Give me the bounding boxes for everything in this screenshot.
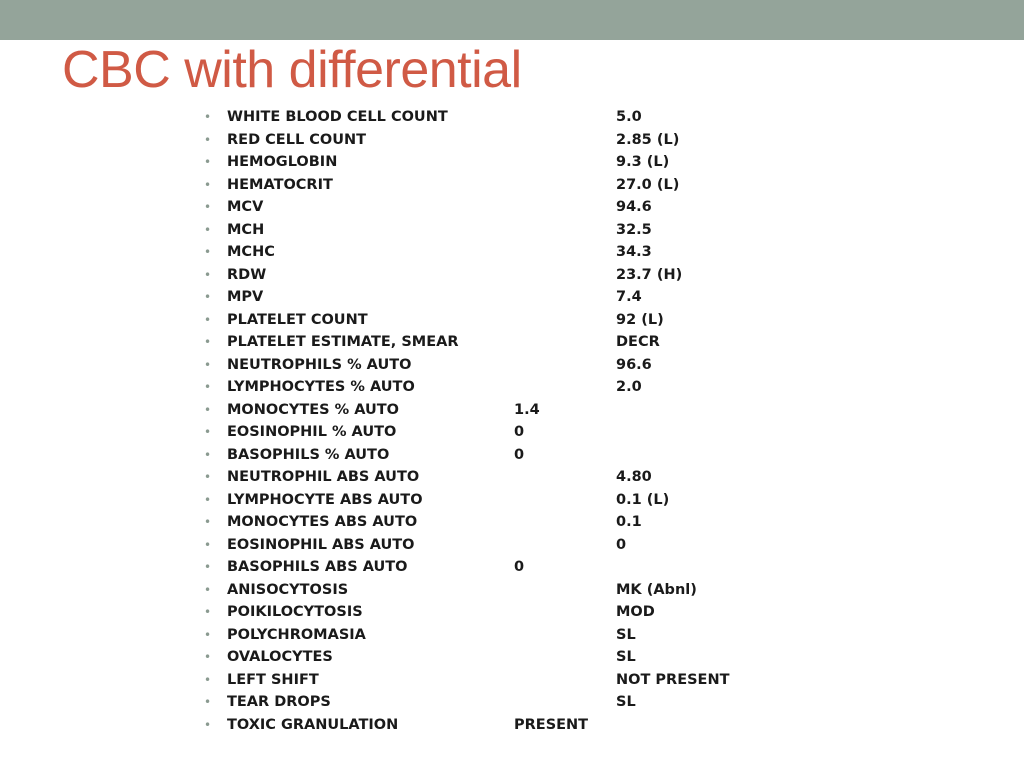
test-name: MPV: [227, 289, 264, 305]
result-row: [200, 556, 820, 579]
test-value: 5.0: [616, 109, 642, 125]
result-row: [200, 331, 820, 354]
result-row: [200, 309, 820, 332]
bullet-icon: •: [204, 537, 212, 552]
test-value: PRESENT: [514, 716, 589, 733]
test-name: MONOCYTES ABS AUTO: [227, 514, 418, 530]
bullet-icon: •: [204, 672, 212, 687]
bullet-icon: •: [204, 470, 212, 484]
test-name: PLATELET ESTIMATE, SMEAR: [227, 334, 459, 350]
test-name: OVALOCYTES: [227, 649, 333, 665]
bullet-icon: •: [204, 267, 212, 282]
test-value: 1.4: [514, 401, 540, 418]
test-value: 94.6: [616, 199, 652, 215]
test-name: EOSINOPHIL % AUTO: [227, 424, 397, 440]
bullet-icon: •: [204, 447, 212, 462]
result-row: [200, 106, 820, 129]
result-row: [200, 466, 820, 489]
result-row: [200, 489, 820, 512]
result-row: [200, 354, 820, 377]
test-name: TEAR DROPS: [227, 694, 331, 710]
test-value: SL: [616, 649, 636, 665]
test-name: POLYCHROMASIA: [227, 626, 366, 643]
test-value: MOD: [616, 604, 655, 620]
result-row: [200, 624, 820, 647]
test-value: 27.0 (L): [616, 176, 680, 193]
bullet-icon: •: [204, 335, 212, 349]
test-name: POIKILOCYTOSIS: [227, 604, 363, 620]
test-name: LYMPHOCYTE ABS AUTO: [227, 491, 423, 508]
result-row: [200, 669, 820, 692]
bullet-icon: •: [204, 155, 212, 169]
test-name: HEMOGLOBIN: [227, 154, 338, 170]
result-row: [200, 511, 820, 534]
test-value: 4.80: [616, 469, 652, 485]
test-value: 2.85 (L): [616, 131, 680, 148]
test-name: BASOPHILS % AUTO: [227, 446, 390, 463]
test-name: NEUTROPHIL ABS AUTO: [227, 469, 420, 485]
result-row: [200, 129, 820, 152]
result-row: [200, 579, 820, 602]
test-value: MK (Abnl): [616, 581, 697, 598]
result-row: [200, 286, 820, 309]
bullet-icon: •: [204, 132, 212, 147]
test-name: PLATELET COUNT: [227, 311, 368, 328]
test-value: DECR: [616, 334, 660, 350]
slide-title: CBC with differential: [62, 41, 522, 99]
test-name: LYMPHOCYTES % AUTO: [227, 379, 415, 395]
test-value: 7.4: [616, 289, 642, 305]
test-value: 0: [514, 559, 525, 575]
test-name: WHITE BLOOD CELL COUNT: [227, 109, 448, 125]
test-name: MONOCYTES % AUTO: [227, 401, 399, 418]
test-value: NOT PRESENT: [616, 671, 730, 688]
bullet-icon: •: [204, 560, 212, 574]
result-row: [200, 399, 820, 422]
results-list: [200, 106, 820, 736]
bullet-icon: •: [204, 245, 212, 259]
test-name: ANISOCYTOSIS: [227, 581, 349, 598]
test-name: MCH: [227, 221, 265, 238]
bullet-icon: •: [204, 582, 212, 597]
test-name: RED CELL COUNT: [227, 131, 366, 148]
bullet-icon: •: [204, 222, 212, 237]
result-row: [200, 691, 820, 714]
bullet-icon: •: [204, 357, 212, 372]
test-value: 2.0: [616, 379, 642, 395]
test-name: RDW: [227, 266, 267, 283]
result-row: [200, 714, 820, 737]
result-row: [200, 421, 820, 444]
bullet-icon: •: [204, 695, 212, 709]
test-name: HEMATOCRIT: [227, 176, 333, 193]
result-row: [200, 534, 820, 557]
result-row: [200, 444, 820, 467]
test-value: 0: [514, 424, 525, 440]
test-name: MCHC: [227, 244, 275, 260]
test-value: 0: [514, 446, 525, 463]
test-value: 0: [616, 536, 627, 553]
result-row: [200, 376, 820, 399]
test-value: 9.3 (L): [616, 154, 670, 170]
result-row: [200, 174, 820, 197]
test-value: 23.7 (H): [616, 266, 683, 283]
bullet-icon: •: [204, 110, 212, 124]
bullet-icon: •: [204, 380, 212, 394]
bullet-icon: •: [204, 650, 212, 664]
header-bar: [0, 0, 1024, 40]
result-row: [200, 241, 820, 264]
result-row: [200, 151, 820, 174]
test-value: 34.3: [616, 244, 652, 260]
bullet-icon: •: [204, 515, 212, 529]
bullet-icon: •: [204, 290, 212, 304]
test-value: 0.1: [616, 514, 642, 530]
result-row: [200, 196, 820, 219]
bullet-icon: •: [204, 425, 212, 439]
test-value: 32.5: [616, 221, 652, 238]
bullet-icon: •: [204, 312, 212, 327]
test-value: 92 (L): [616, 311, 664, 328]
test-name: LEFT SHIFT: [227, 671, 319, 688]
test-name: MCV: [227, 199, 264, 215]
result-row: [200, 646, 820, 669]
test-name: BASOPHILS ABS AUTO: [227, 559, 408, 575]
bullet-icon: •: [204, 200, 212, 214]
bullet-icon: •: [204, 402, 212, 417]
test-name: NEUTROPHILS % AUTO: [227, 356, 412, 373]
test-value: SL: [616, 626, 636, 643]
bullet-icon: •: [204, 627, 212, 642]
bullet-icon: •: [204, 177, 212, 192]
test-value: 0.1 (L): [616, 491, 670, 508]
test-value: SL: [616, 694, 636, 710]
result-row: [200, 601, 820, 624]
test-name: EOSINOPHIL ABS AUTO: [227, 536, 415, 553]
result-row: [200, 264, 820, 287]
bullet-icon: •: [204, 492, 212, 507]
bullet-icon: •: [204, 605, 212, 619]
bullet-icon: •: [204, 717, 212, 732]
test-name: TOXIC GRANULATION: [227, 716, 399, 733]
test-value: 96.6: [616, 356, 652, 373]
result-row: [200, 219, 820, 242]
